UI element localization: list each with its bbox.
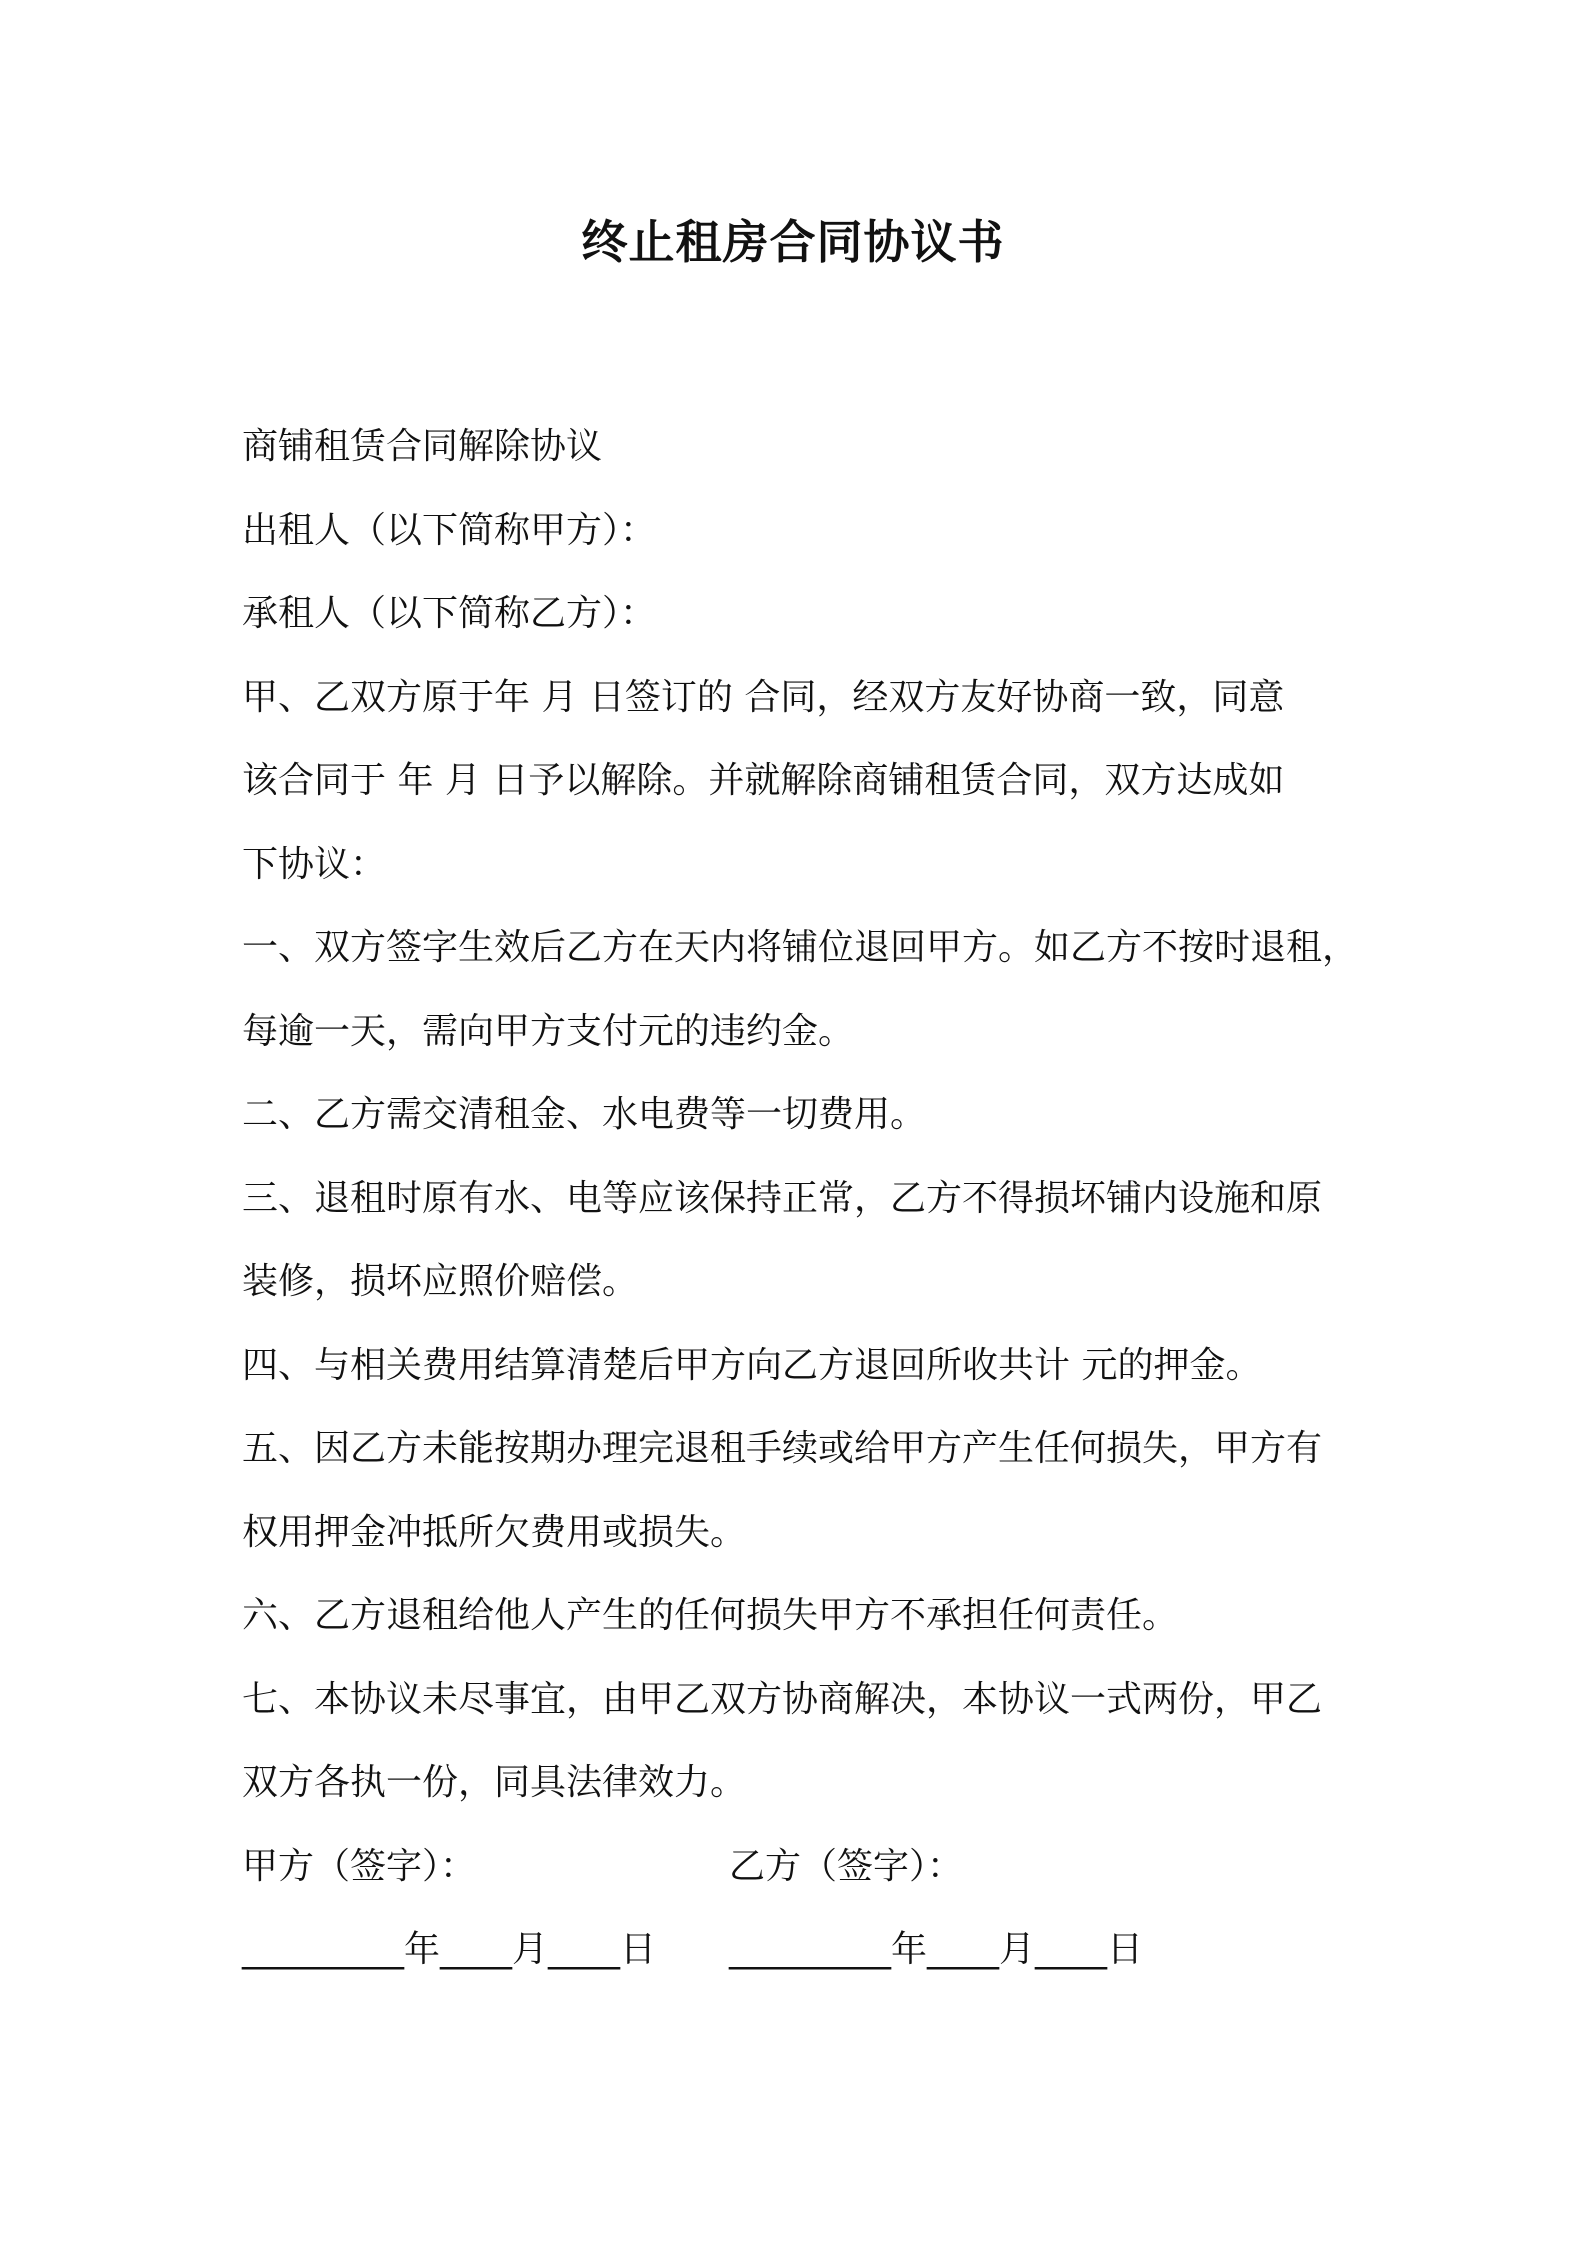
party-a-signature-label: 甲方（签字）： xyxy=(242,1845,477,1887)
clause-5-line: 权用押金冲抵所欠费用或损失。 xyxy=(242,1511,747,1553)
clause-3-line: 三、退租时原有水、电等应该保持正常，乙方不得损坏铺内设施和原 xyxy=(242,1177,1323,1219)
party-a-date-line: _________年____月____日 xyxy=(242,1929,656,1970)
lessor-line: 出租人（以下简称甲方）： xyxy=(242,509,657,551)
clause-1-line: 一、双方签字生效后乙方在天内将铺位退回甲方。如乙方不按时退租， xyxy=(242,927,1359,968)
party-b-date-line: _________年____月____日 xyxy=(729,1929,1143,1970)
clause-5-line: 五、因乙方未能按期办理完退租手续或给甲方产生任何损失，甲方有 xyxy=(242,1428,1323,1469)
clause-7-line: 七、本协议未尽事宜，由甲乙双方协商解决，本协议一式两份，甲乙 xyxy=(242,1678,1323,1720)
clause-2-line: 二、乙方需交清租金、水电费等一切费用。 xyxy=(242,1094,927,1135)
party-b-signature-label: 乙方（签字）： xyxy=(729,1845,964,1887)
clause-7-line: 双方各执一份，同具法律效力。 xyxy=(242,1762,747,1803)
paragraph-line: 下协议： xyxy=(242,843,387,885)
paragraph-line: 该合同于 年 月 日予以解除。并就解除商铺租赁合同，双方达成如 xyxy=(242,760,1285,801)
clause-3-line: 装修，损坏应照价赔偿。 xyxy=(242,1261,639,1302)
clause-6-line: 六、乙方退租给他人产生的任何损失甲方不承担任何责任。 xyxy=(242,1595,1179,1636)
document-body xyxy=(242,405,1362,1992)
paragraph-line: 甲、乙双方原于年 月 日签订的 合同，经双方友好协商一致，同意 xyxy=(242,676,1285,718)
signature-date-row xyxy=(242,1908,1362,1992)
lessee-line: 承租人（以下简称乙方）： xyxy=(242,593,657,634)
signature-label-row xyxy=(242,1825,1362,1909)
document-title: 终止租房合同协议书 xyxy=(581,215,1005,269)
subtitle-line: 商铺租赁合同解除协议 xyxy=(242,426,603,467)
clause-4-line: 四、与相关费用结算清楚后甲方向乙方退回所收共计 元的押金。 xyxy=(242,1344,1262,1386)
clause-1-line: 每逾一天，需向甲方支付元的违约金。 xyxy=(242,1010,855,1052)
